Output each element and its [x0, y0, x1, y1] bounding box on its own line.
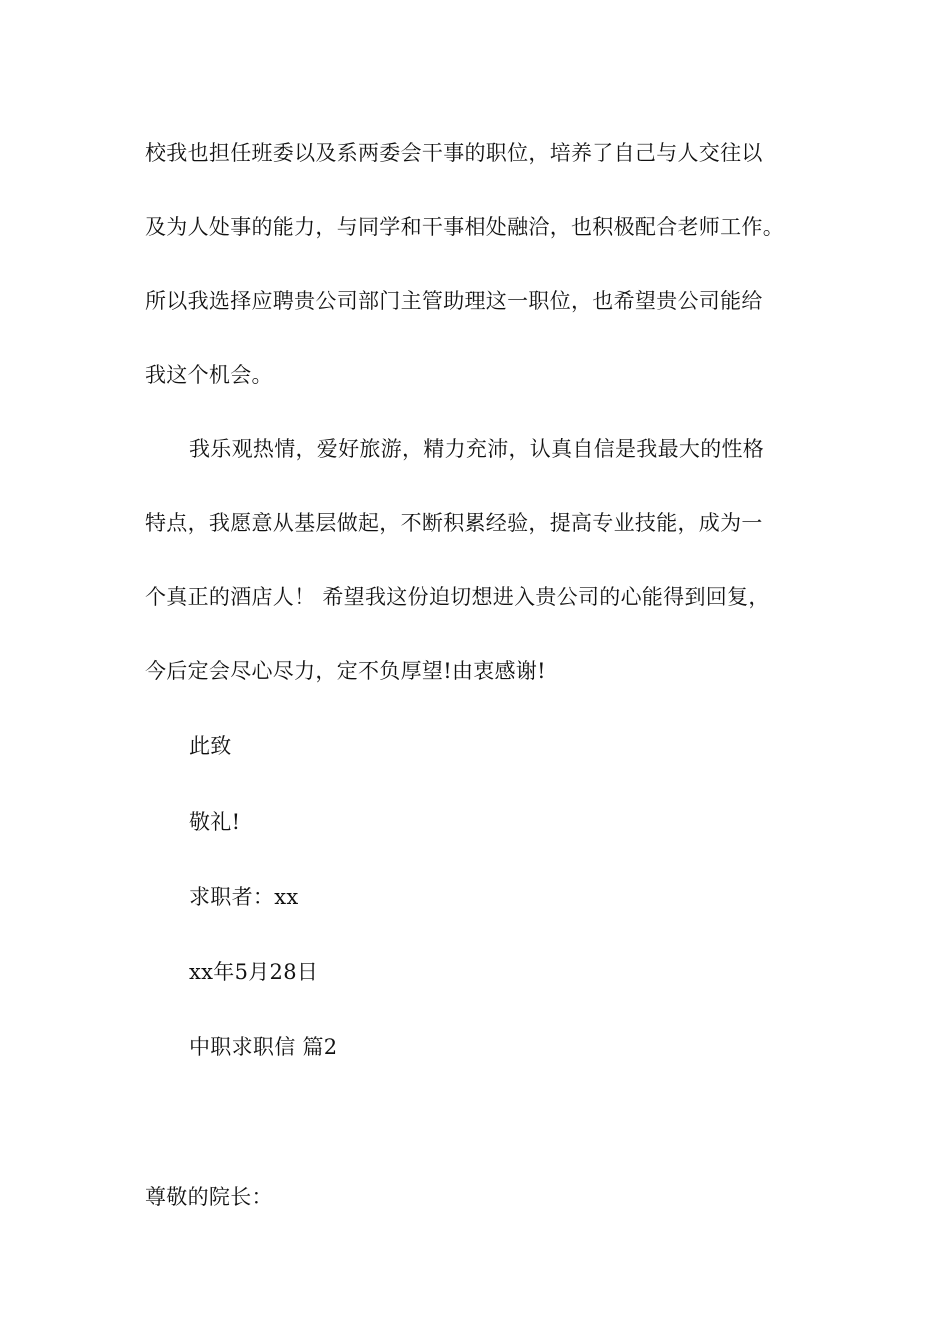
- paragraph-line: 所以我选择应聘贵公司部门主管助理这一职位，也希望贵公司能给: [145, 289, 763, 313]
- signature-date: xx年5月28日: [189, 960, 319, 984]
- paragraph-line: 个真正的酒店人！ 希望我这份迫切想进入贵公司的心能得到回复，: [145, 585, 770, 609]
- section-heading: 中职求职信 篇2: [189, 1035, 338, 1059]
- signature-applicant: 求职者：xx: [189, 885, 299, 909]
- paragraph-line: 我乐观热情，爱好旅游，精力充沛，认真自信是我最大的性格: [189, 437, 765, 461]
- letter-greeting: 尊敬的院长：: [145, 1185, 273, 1209]
- closing-regards: 敬礼!: [189, 810, 241, 834]
- closing-salutation: 此致: [189, 734, 232, 758]
- paragraph-line: 特点，我愿意从基层做起，不断积累经验，提高专业技能，成为一: [145, 511, 763, 535]
- paragraph-line: 及为人处事的能力，与同学和干事相处融洽，也积极配合老师工作。: [145, 215, 784, 239]
- paragraph-line: 我这个机会。: [145, 363, 273, 387]
- paragraph-line: 今后定会尽心尽力，定不负厚望!由衷感谢!: [145, 659, 546, 683]
- paragraph-line: 校我也担任班委以及系两委会干事的职位，培养了自己与人交往以: [145, 141, 763, 165]
